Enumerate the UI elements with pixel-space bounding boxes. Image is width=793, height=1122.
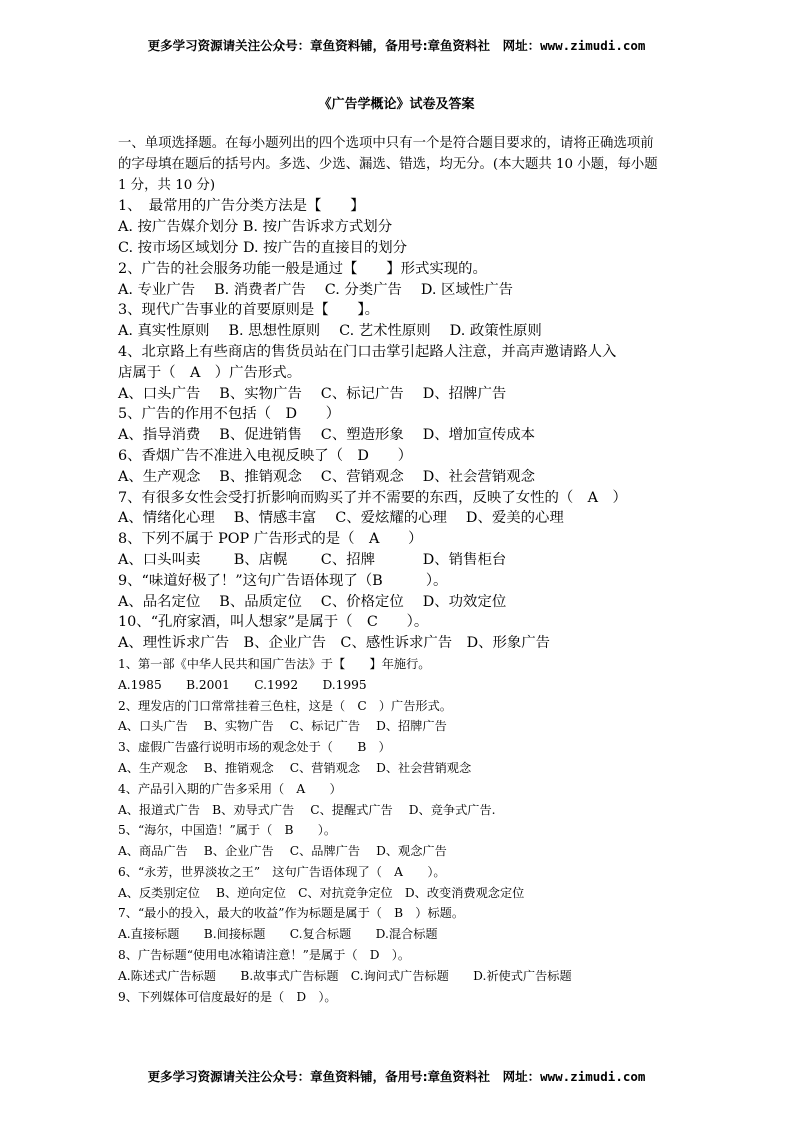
footer-banner-text: 更多学习资源请关注公众号：章鱼资料铺，备用号:章鱼资料社 网址： xyxy=(147,1069,541,1084)
text-line: 4、产品引入期的广告多采用（ A ） xyxy=(118,781,342,796)
text-line: A. 专业广告 B. 消费者广告 C. 分类广告 D. 区域性广告 xyxy=(118,281,514,298)
text-line: 的字母填在题后的括号内。多选、少选、漏选、错选，均无分。(本大题共 10 小题，每小题 xyxy=(118,156,658,172)
text-line: 1、 最常用的广告分类方法是【 】 xyxy=(118,198,365,215)
header-banner-url[interactable]: www.zimudi.com xyxy=(540,38,646,53)
text-line: A.直接标题 B.间接标题 C.复合标题 D.混合标题 xyxy=(118,927,438,942)
text-line: 7、“最小的投入，最大的收益”作为标题是属于（ B ）标题。 xyxy=(118,906,465,921)
text-line: 10、“孔府家酒，叫人想家”是属于（ C ）。 xyxy=(118,614,429,631)
text-line: C. 按市场区域划分 D. 按广告的直接目的划分 xyxy=(118,239,408,256)
document-body xyxy=(118,134,678,1007)
text-line: 1、第一部《中华人民共和国广告法》于【 】年施行。 xyxy=(118,656,431,671)
text-line: A、口头广告 B、实物广告 C、标记广告 D、招牌广告 xyxy=(118,385,507,402)
text-line: A、生产观念 B、推销观念 C、营销观念 D、社会营销观念 xyxy=(118,760,472,775)
text-line: 2、广告的社会服务功能一般是通过【 】形式实现的。 xyxy=(118,260,487,277)
text-line: A、报道式广告 B、劝导式广告 C、提醒式广告 D、竞争式广告. xyxy=(118,802,496,817)
text-line: 4、北京路上有些商店的售货员站在门口击掌引起路人注意，并高声邀请路人入 xyxy=(118,343,617,360)
document-title: 《广告学概论》试卷及答案 xyxy=(318,97,475,112)
text-line: A.1985 B.2001 C.1992 D.1995 xyxy=(118,677,367,692)
text-line: A.陈述式广告标题 B.故事式广告标题 C.询问式广告标题 D.祈使式广告标题 xyxy=(118,968,572,983)
text-line: 7、有很多女性会受打折影响而购买了并不需要的东西，反映了女性的（ A ） xyxy=(118,489,627,506)
text-line: 6、香烟广告不准进入电视反映了（ D ） xyxy=(118,447,413,464)
text-line: A、指导消费 B、促进销售 C、塑造形象 D、增加宣传成本 xyxy=(118,427,536,444)
text-line: 6、“永芳，世界淡妆之王” 这句广告语体现了（ A ）。 xyxy=(118,864,446,879)
text-line: 8、下列不属于 POP 广告形式的是（ A ） xyxy=(118,531,423,548)
text-line: 8、广告标题“使用电冰箱请注意！”是属于（ D ）。 xyxy=(118,948,411,963)
text-line: A、理性诉求广告 B、企业广告 C、感性诉求广告 D、形象广告 xyxy=(118,635,551,652)
text-line: A、生产观念 B、推销观念 C、营销观念 D、社会营销观念 xyxy=(118,468,536,485)
text-line: 2、理发店的门口常常挂着三色柱，这是（ C ）广告形式。 xyxy=(118,698,452,713)
footer-banner-url[interactable]: www.zimudi.com xyxy=(540,1069,646,1084)
text-line: A、情绪化心理 B、情感丰富 C、爱炫耀的心理 D、爱美的心理 xyxy=(118,510,564,527)
text-line: A、商品广告 B、企业广告 C、品牌广告 D、观念广告 xyxy=(118,844,447,859)
text-line: A、品名定位 B、品质定位 C、价格定位 D、功效定位 xyxy=(118,593,507,610)
footer-banner xyxy=(0,1069,793,1085)
text-line: A. 按广告媒介划分 B. 按广告诉求方式划分 xyxy=(118,219,393,236)
text-line: 9、下列媒体可信度最好的是（ D ）。 xyxy=(118,989,337,1004)
text-line: 9、“味道好极了！”这句广告语体现了（B ）。 xyxy=(118,572,448,589)
text-line: A、口头广告 B、实物广告 C、标记广告 D、招牌广告 xyxy=(118,719,447,734)
text-line: 店属于（ A ）广告形式。 xyxy=(118,364,302,381)
text-line: 5、“海尔，中国造！”属于（ B ）。 xyxy=(118,823,337,838)
text-line: 一、单项选择题。在每小题列出的四个选项中只有一个是符合题目要求的，请将正确选项前 xyxy=(118,136,654,151)
text-line: 3、现代广告事业的首要原则是【 】。 xyxy=(118,302,379,319)
header-banner-text: 更多学习资源请关注公众号：章鱼资料铺，备用号:章鱼资料社 网址： xyxy=(147,38,541,53)
text-line: A、反类别定位 B、逆向定位 C、对抗竞争定位 D、改变消费观念定位 xyxy=(118,885,525,900)
text-line: A、口头叫卖 B、店幌 C、招牌 D、销售柜台 xyxy=(118,551,507,568)
text-line: A. 真实性原则 B. 思想性原则 C. 艺术性原则 D. 政策性原则 xyxy=(118,323,542,340)
header-banner xyxy=(0,38,793,54)
text-line: 5、广告的作用不包括（ D ） xyxy=(118,406,341,423)
text-line: 1 分，共 10 分) xyxy=(118,177,216,193)
text-line: 3、虚假广告盛行说明市场的观念处于（ B ） xyxy=(118,740,391,755)
